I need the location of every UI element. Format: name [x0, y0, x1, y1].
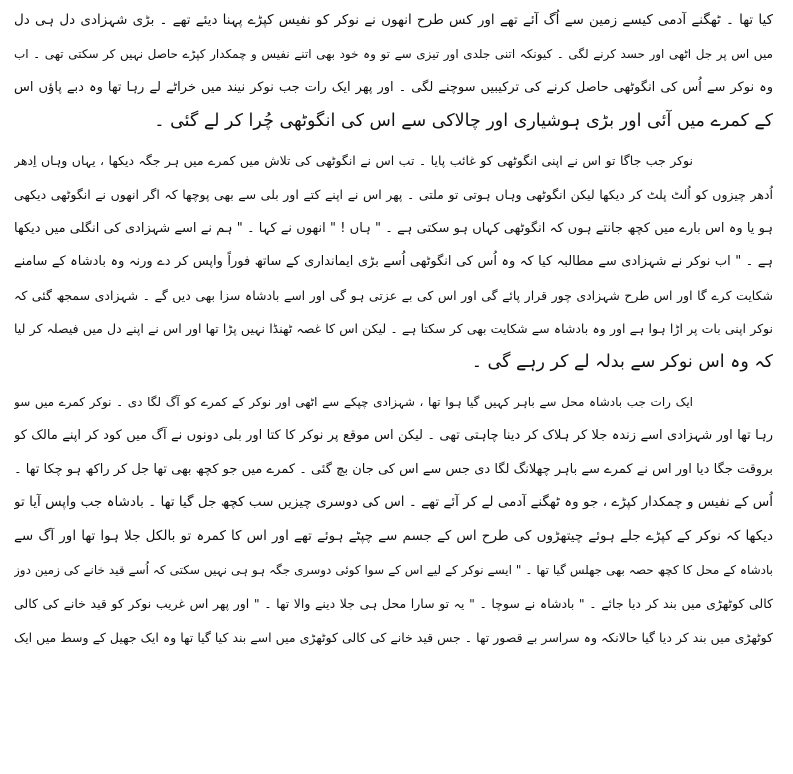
text-line: رہا تھا اور شہزادی اسے زندہ جلا کر ہلاک کر دینا چاہتی تھی ۔ لیکن اس موقع پر نوکر کا کتا اور بلی دونوں نے آگ میں کود کر اپنے مالک کو: [14, 428, 773, 444]
text-line: ہو یا وہ اس بارے میں کچھ جانتے ہوں کہ انگوٹھی کہاں ہو سکتی ہے ۔ " ہاں ! " انھوں نے کہا ۔ " ہم نے اسے شہزادی کی انگلی میں دیکھا: [14, 220, 773, 236]
text-line: دیکھا کہ نوکر کے کپڑے جلے ہوئے چیتھڑوں کی طرح اس کے جسم سے چپٹے ہوئے تھے اور اس کا کمرہ تو بالکل جلا ہوا تھا اور آگ سے: [14, 527, 773, 544]
paragraph-1: [14, 4, 773, 138]
paragraph-2: [14, 144, 773, 379]
text-line: کے کمرے میں آئی اور بڑی ہوشیاری اور چالاکی سے اس کی انگوٹھی چُرا کر لے گئی ۔: [154, 110, 773, 131]
text-line: ہے ۔ " اب نوکر نے شہزادی سے مطالبہ کیا کہ وہ اُس کی انگوٹھی اُسے بڑی ایمانداری کے ساتھ فوراً واپس کر دے ورنہ وہ بادشاہ کے سامنے: [14, 254, 773, 270]
text-line: بروقت جگا دیا اور اس نے کمرے سے باہر چھلانگ لگا دی جس سے اس کی جان بچ گئی ۔ کمرے میں جو کچھ بھی تھا جل کر راکھ ہو چکا تھا ۔: [14, 461, 773, 477]
text-line: نوکر جب جاگا تو اس نے اپنی انگوٹھی کو غائب پایا ۔ تب اس نے انگوٹھی کی تلاش میں کمرے میں ہر جگہ دیکھا ، یہاں وہاں اِدھر: [14, 153, 693, 169]
text-line: کیا تھا ۔ ٹھگنے آدمی کیسے زمین سے اُگ آئے تھے اور کس طرح انھوں نے نوکر کو نفیس کپڑے پہنا دیئے تھے ۔ بڑی شہزادی دل ہی دل: [14, 12, 773, 28]
text-line: میں اس پر جل اٹھی اور حسد کرنے لگی ۔ کیونکہ اتنی جلدی اور تیزی سے تو وہ خود بھی اتنے نفیس و چمکدار کپڑے حاصل نہیں کر سکتی تھی ۔ اب: [14, 46, 773, 61]
paragraph-3: [14, 386, 773, 655]
text-line: وہ نوکر سے اُس کی انگوٹھی حاصل کرنے کی ترکیبیں سوچنے لگی ۔ اور پھر ایک رات جب نوکر نیند میں خراٹے لے رہا تھا وہ دبے پاؤں اس: [14, 80, 773, 96]
text-line: ایک رات جب بادشاہ محل سے باہر کہیں گیا ہوا تھا ، شہزادی چپکے سے اٹھی اور نوکر کے کمرے کو آگ لگا دی ۔ نوکر کمرے میں سو: [14, 394, 693, 409]
text-line: اُس کے نفیس و چمکدار کپڑے ، جو وہ ٹھگنے آدمی لے کر آئے تھے ۔ اس کی دوسری چیزیں سب کچھ جل گیا تھا ۔ بادشاہ جب واپس آیا تو: [14, 494, 773, 511]
text-line: کوٹھڑی میں بند کر دیا گیا حالانکہ وہ سراسر بے قصور تھا ۔ جس قید خانے کی کالی کوٹھڑی میں اسے بند کیا گیا تھا وہ ایک جھیل کے وسط میں ایک: [14, 629, 773, 645]
text-line: کہ وہ اس نوکر سے بدلہ لے کر رہے گی ۔: [471, 351, 773, 372]
text-line: شکایت کرے گا اور اس طرح شہزادی چور قرار پائے گی اور اس کی بے عزتی ہو گی اور اسے بادشاہ سزا بھی دیں گے ۔ شہزادی سمجھ گئی کہ: [14, 287, 773, 303]
text-line: نوکر اپنی بات پر اڑا ہوا ہے اور وہ بادشاہ سے شکایت بھی کر سکتا ہے ۔ لیکن اس کا غصہ ٹھنڈا نہیں پڑا تھا اور اس نے اپنے دل میں فیصلہ کر لیا: [14, 321, 773, 337]
text-line: کالی کوٹھڑی میں بند کر دیا جائے ۔ " بادشاہ نے سوچا ۔ " یہ تو سارا محل ہی جلا دینے والا تھا ۔ " اور پھر اس غریب نوکر کو قید خانے کی کالی: [14, 596, 773, 612]
text-line: اُدھر چیزوں کو اُلٹ پلٹ کر دیکھا لیکن انگوٹھی وہاں ہوتی تو ملتی ۔ پھر اس نے اپنے کتے اور بلی سے بھی پوچھا کہ اگر انھوں نے انگوٹھی دیکھی: [14, 186, 773, 202]
text-line: بادشاہ کے محل کا کچھ حصہ بھی جھلس گیا تھا ۔ " ایسے نوکر کے لیے اس کے سوا کوئی دوسری جگہ ہو ہی نہیں سکتی کہ اُسے قید خانے کی زمین دوز: [14, 562, 773, 577]
